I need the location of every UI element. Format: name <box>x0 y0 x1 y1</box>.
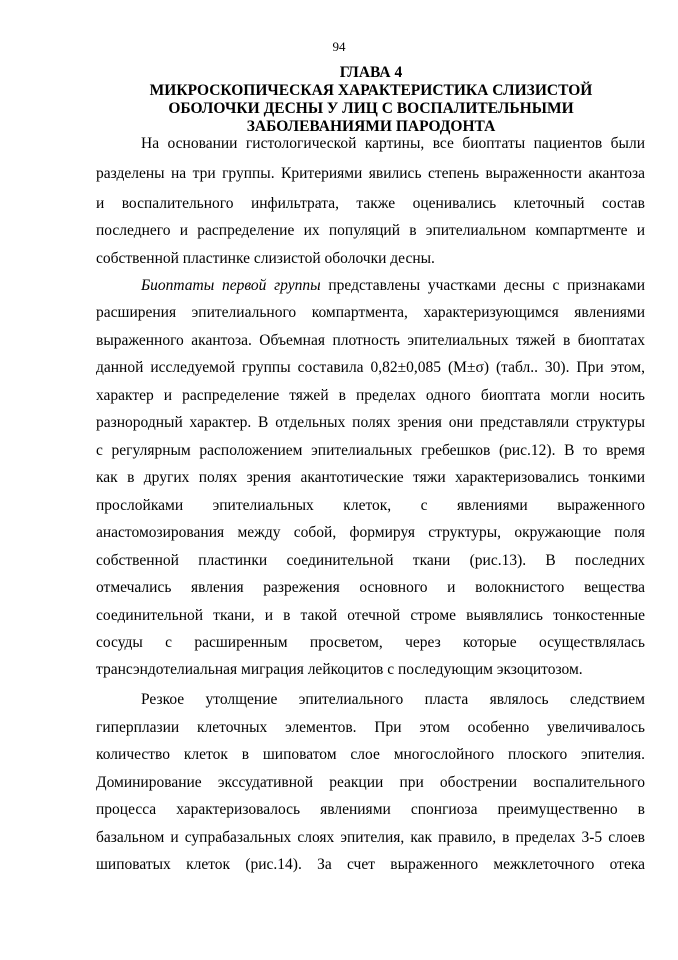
text-line: разнородный характер. В отдельных полях зрения они представляли структуры <box>96 414 645 431</box>
chapter-title-line: ОБОЛОЧКИ ДЕСНЫ У ЛИЦ С ВОСПАЛИТЕЛЬНЫМИ <box>168 100 574 117</box>
text-line: выраженного акантоза. Объемная плотность эпителиальных тяжей в биоптатах <box>96 332 645 349</box>
text-line: гиперплазии клеточных элементов. При этом особенно увеличивалось <box>96 719 645 736</box>
text-line: анастомозирования между собой, формируя структуры, окружающие поля <box>96 524 645 541</box>
chapter-heading <box>96 64 646 136</box>
text-line: последнего и распределение их популяций в эпителиальном компартменте и <box>96 222 645 239</box>
text-line: с регулярным расположением эпителиальных гребешков (рис.12). В то время <box>96 442 645 459</box>
text-line: как в других полях зрения акантотические тяжи характеризовались тонкими <box>96 469 645 486</box>
text-line: собственной пластинки соединительной ткани (рис.13). В последних <box>96 552 645 569</box>
italic-lead-in: Биоптаты первой группы <box>141 277 321 294</box>
text-line: и воспалительного инфильтрата, также оценивались клеточный состав <box>96 195 645 212</box>
text-line: шиповатых клеток (рис.14). За счет выраженного межклеточного отека <box>96 856 645 873</box>
text-line <box>96 272 645 299</box>
text-span: представлены участками десны с признаками <box>328 277 645 294</box>
text-line: трансэндотелиальная миграция лейкоцитов с последующим экзоцитозом. <box>96 661 583 678</box>
text-line: Доминирование экссудативной реакции при обострении воспалительного <box>96 774 645 791</box>
text-line: Резкое утолщение эпителиального пласта являлось следствием <box>141 691 645 708</box>
text-line: характер и распределение тяжей в пределах одного биоптата могли носить <box>96 387 645 404</box>
text-line: базальном и супрабазальных слоях эпителия, как правило, в пределах 3-5 слоев <box>96 829 645 846</box>
text-line: данной исследуемой группы составила 0,82±0,085 (M±σ) (табл.. 30). При этом, <box>96 359 645 376</box>
page-number: 94 <box>332 39 346 54</box>
text-line: соединительной ткани, и в такой отечной строме выявлялись тонкостенные <box>96 607 645 624</box>
text-line: прослойками эпителиальных клеток, с явлениями выраженного <box>96 497 645 514</box>
text-line: отмечались явления разрежения основного и волокнистого вещества <box>96 579 645 596</box>
chapter-title-line: ЗАБОЛЕВАНИЯМИ ПАРОДОНТА <box>246 118 496 135</box>
chapter-number: ГЛАВА 4 <box>339 64 403 81</box>
text-line: сосуды с расширенным просветом, через которые осуществлялась <box>96 634 645 651</box>
text-line: разделены на три группы. Критериями явились степень выраженности акантоза <box>96 165 645 182</box>
text-line: собственной пластинке слизистой оболочки десны. <box>96 250 435 267</box>
text-line: На основании гистологической картины, все биоптаты пациентов были <box>141 135 645 152</box>
text-line: расширения эпителиального компартмента, характеризующимся явлениями <box>96 304 645 321</box>
text-line: количество клеток в шиповатом слое многослойного плоского эпителия. <box>96 746 645 763</box>
text-line: процесса характеризовалось явлениями спонгиоза преимущественно в <box>96 801 645 818</box>
chapter-title-line: МИКРОСКОПИЧЕСКАЯ ХАРАКТЕРИСТИКА СЛИЗИСТОЙ <box>149 82 593 99</box>
